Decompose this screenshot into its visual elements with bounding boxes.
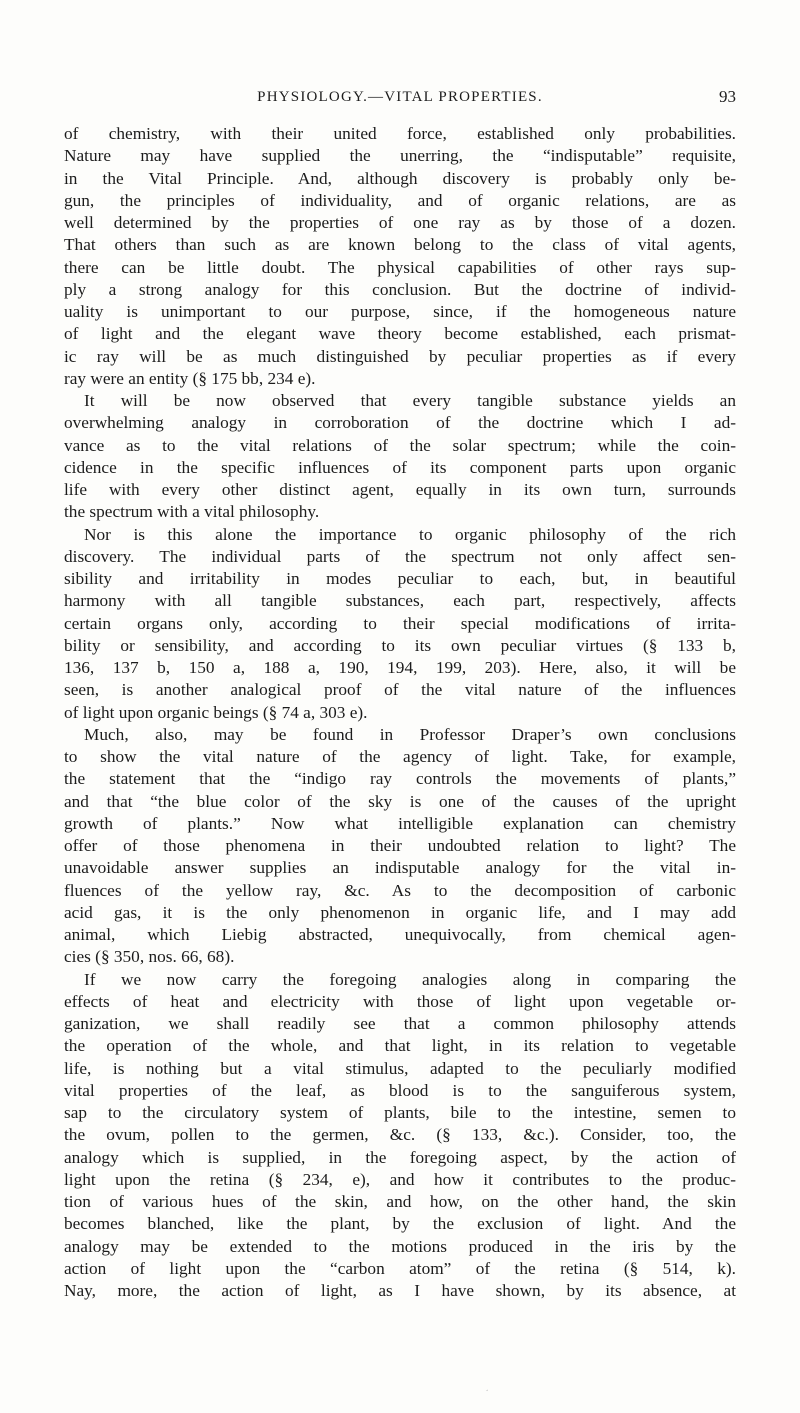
- text-line: there can be little doubt. The physical capabilities of other rays sup-: [64, 257, 736, 277]
- text-line: well determined by the properties of one ray as by those of a dozen.: [64, 213, 736, 232]
- text-line: acid gas, it is the only phenomenon in organic life, and I may add: [64, 902, 736, 922]
- text-line: analogy which is supplied, in the foregoing aspect, by the action of: [64, 1147, 736, 1167]
- text-line: the statement that the “indigo ray controls the movements of plants,”: [64, 769, 736, 789]
- text-line: cidence in the specific influences of its component parts upon organic: [64, 457, 736, 477]
- text-line: seen, is another analogical proof of the vital nature of the influences: [64, 680, 736, 700]
- text-line: and that “the blue color of the sky is one of the causes of the upright: [64, 791, 736, 811]
- text-line: life, is nothing but a vital stimulus, adapted to the peculiarly modified: [64, 1058, 736, 1078]
- text-line: action of light upon the “carbon atom” of the retina (§ 514, k).: [64, 1258, 736, 1278]
- text-line: overwhelming analogy in corroboration of the doctrine which I ad-: [64, 413, 736, 433]
- text-line: ic ray will be as much distinguished by peculiar properties as if every: [64, 346, 736, 366]
- text-line: harmony with all tangible substances, each part, respectively, affects: [64, 591, 736, 611]
- text-line: life with every other distinct agent, equally in its own turn, surrounds: [64, 480, 736, 499]
- text-line: of light and the elegant wave theory become established, each prismat-: [64, 324, 736, 344]
- text-line: ganization, we shall readily see that a common philosophy attends: [64, 1014, 736, 1033]
- text-line: ply a strong analogy for this conclusion. But the doctrine of individ-: [64, 279, 736, 299]
- body-text: [64, 123, 736, 1302]
- running-title: PHYSIOLOGY.—VITAL PROPERTIES.: [257, 89, 543, 105]
- text-line: offer of those phenomena in their undoubted relation to light? The: [64, 836, 736, 855]
- text-line: of light upon organic beings (§ 74 a, 303 e).: [64, 702, 368, 722]
- text-line: If we now carry the foregoing analogies along in comparing the: [84, 969, 736, 989]
- text-line: vital properties of the leaf, as blood is to the sanguiferous system,: [64, 1080, 736, 1100]
- text-line: effects of heat and electricity with those of light upon vegetable or-: [64, 991, 736, 1011]
- text-line: the spectrum with a vital philosophy.: [64, 502, 320, 522]
- text-line: animal, which Liebig abstracted, unequivocally, from chemical agen-: [64, 925, 736, 944]
- text-line: bility or sensibility, and according to its own peculiar virtues (§ 133 b,: [64, 635, 736, 655]
- running-head: [64, 86, 736, 108]
- ink-mark: ˯: [480, 1381, 490, 1393]
- text-line: cies (§ 350, nos. 66, 68).: [64, 947, 235, 967]
- text-line: becomes blanched, like the plant, by the exclusion of light. And the: [64, 1214, 736, 1234]
- text-line: certain organs only, according to their special modifications of irrita-: [64, 613, 736, 633]
- text-line: sap to the circulatory system of plants, bile to the intestine, semen to: [64, 1103, 736, 1122]
- text-line: Nay, more, the action of light, as I have shown, by its absence, at: [64, 1281, 736, 1300]
- text-line: discovery. The individual parts of the spectrum not only affect sen-: [64, 546, 736, 566]
- text-line: ray were an entity (§ 175 bb, 234 e).: [64, 368, 316, 388]
- text-line: Nature may have supplied the unerring, the “indisputable” requisite,: [64, 146, 736, 166]
- text-line: Nor is this alone the importance to organic philosophy of the rich: [84, 524, 736, 544]
- text-line: analogy may be extended to the motions produced in the iris by the: [64, 1236, 736, 1256]
- text-line: growth of plants.” Now what intelligible explanation can chemistry: [64, 813, 736, 833]
- text-line: the operation of the whole, and that light, in its relation to vegetable: [64, 1036, 736, 1056]
- text-line: sibility and irritability in modes peculiar to each, but, in beautiful: [64, 569, 736, 588]
- text-line: uality is unimportant to our purpose, since, if the homogeneous nature: [64, 302, 736, 321]
- text-line: gun, the principles of individuality, and of organic relations, are as: [64, 190, 736, 210]
- text-line: tion of various hues of the skin, and how, on the other hand, the skin: [64, 1192, 736, 1211]
- text-line: in the Vital Principle. And, although discovery is probably only be-: [64, 168, 736, 188]
- text-line: fluences of the yellow ray, &c. As to the decomposition of carbonic: [64, 880, 736, 900]
- text-line: of chemistry, with their united force, established only probabilities.: [64, 124, 736, 143]
- text-line: light upon the retina (§ 234, e), and how it contributes to the produc-: [64, 1169, 736, 1189]
- text-line: unavoidable answer supplies an indisputable analogy for the vital in-: [64, 858, 736, 878]
- text-line: Much, also, may be found in Professor Draper’s own conclusions: [84, 724, 736, 744]
- text-line: vance as to the vital relations of the solar spectrum; while the coin-: [64, 435, 736, 455]
- text-line: It will be now observed that every tangible substance yields an: [84, 391, 736, 410]
- text-line: 136, 137 b, 150 a, 188 a, 190, 194, 199, 203). Here, also, it will be: [64, 658, 736, 677]
- page-number: 93: [719, 87, 736, 106]
- text-line: to show the vital nature of the agency of light. Take, for example,: [64, 747, 736, 766]
- text-line: That others than such as are known belong to the class of vital agents,: [64, 235, 736, 255]
- text-line: the ovum, pollen to the germen, &c. (§ 133, &c.). Consider, too, the: [64, 1125, 736, 1145]
